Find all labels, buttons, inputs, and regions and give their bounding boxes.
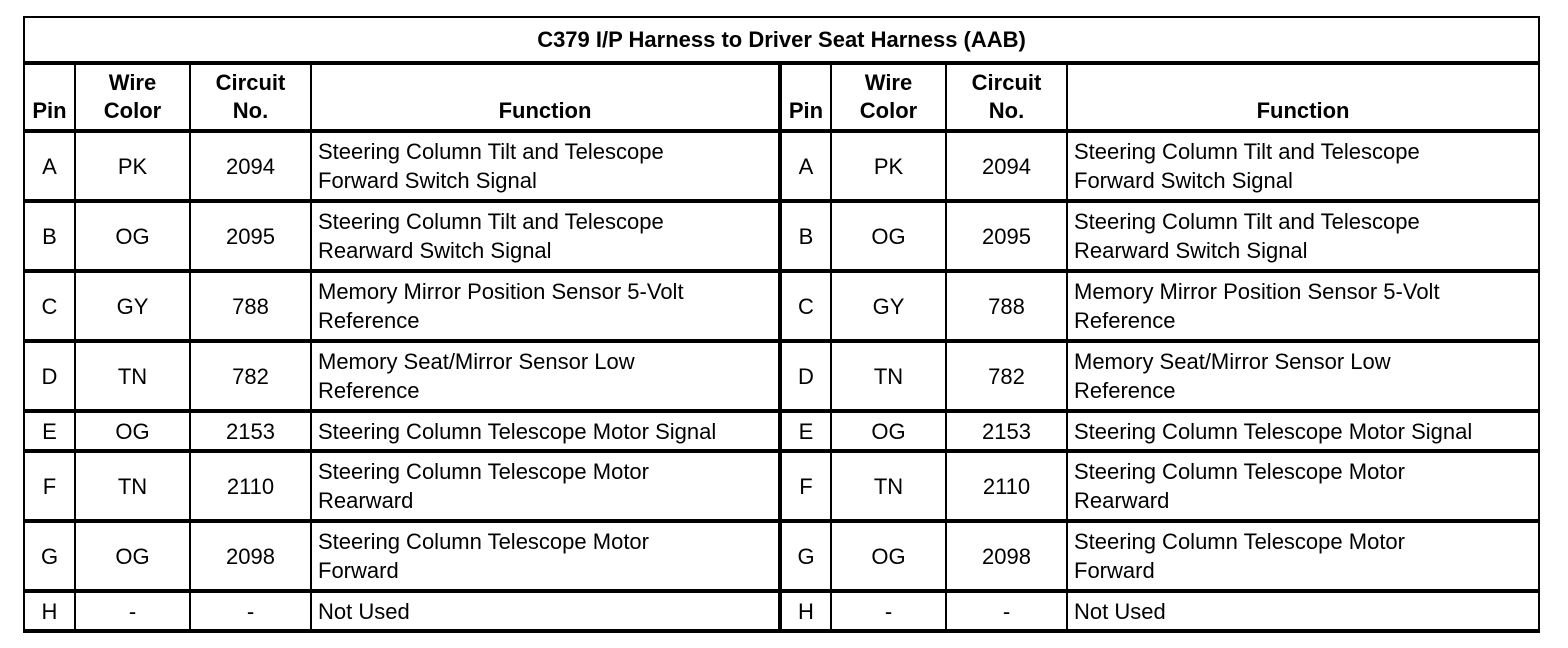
function-cell-right (1067, 131, 1539, 201)
wire-color-cell-right: TN (831, 341, 946, 411)
pin-cell-left: G (24, 521, 75, 591)
function-line-1: Not Used (318, 598, 410, 624)
wire-color-cell-left: OG (75, 521, 190, 591)
wire-color-cell-right: OG (831, 521, 946, 591)
function-cell-left (311, 591, 780, 631)
function-cell-left (311, 451, 780, 521)
function-line-2: Reference (318, 378, 420, 403)
pin-cell-left: F (24, 451, 75, 521)
function-cell-right (1067, 451, 1539, 521)
header-circuit-left: Circuit No. (190, 63, 311, 131)
circuit-cell-left: 782 (190, 341, 311, 411)
function-cell-right (1067, 201, 1539, 271)
function-line-1: Steering Column Telescope Motor Signal (318, 418, 717, 444)
function-line-2: Forward (1074, 558, 1155, 583)
circuit-cell-left: - (190, 591, 311, 631)
function-cell-left (311, 201, 780, 271)
pin-cell-left: E (24, 411, 75, 451)
function-line-2: Rearward (318, 488, 414, 513)
function-line-2: Forward Switch Signal (318, 168, 537, 193)
function-line-1: Steering Column Tilt and Telescope (318, 139, 664, 164)
pin-cell-right: D (780, 341, 831, 411)
header-circuit-right: Circuit No. (946, 63, 1067, 131)
wire-color-cell-left: OG (75, 201, 190, 271)
function-line-1: Steering Column Tilt and Telescope (1074, 209, 1420, 234)
wire-color-cell-left: OG (75, 411, 190, 451)
wire-color-cell-left: PK (75, 131, 190, 201)
function-line-2: Forward (318, 558, 399, 583)
circuit-cell-right: 788 (946, 271, 1067, 341)
pin-cell-right: G (780, 521, 831, 591)
pin-cell-right: E (780, 411, 831, 451)
function-cell-right (1067, 341, 1539, 411)
function-line-1: Memory Mirror Position Sensor 5-Volt (1074, 279, 1440, 304)
function-line-2: Rearward (1074, 488, 1170, 513)
wire-color-cell-right: OG (831, 411, 946, 451)
connector-pinout-table (23, 16, 1540, 633)
function-line-2: Reference (1074, 378, 1176, 403)
function-cell-right (1067, 271, 1539, 341)
function-cell-right (1067, 521, 1539, 591)
circuit-cell-right: - (946, 591, 1067, 631)
function-cell-left (311, 341, 780, 411)
function-line-1: Memory Mirror Position Sensor 5-Volt (318, 279, 684, 304)
header-wire-color-right: Wire Color (831, 63, 946, 131)
function-line-2: Reference (318, 308, 420, 333)
circuit-cell-right: 782 (946, 341, 1067, 411)
header-pin-right: Pin (780, 63, 831, 131)
circuit-cell-right: 2110 (946, 451, 1067, 521)
wire-color-cell-right: GY (831, 271, 946, 341)
wire-color-cell-right: PK (831, 131, 946, 201)
function-cell-left (311, 521, 780, 591)
wire-color-cell-left: GY (75, 271, 190, 341)
pin-cell-left: C (24, 271, 75, 341)
column-header-row (24, 63, 1539, 131)
function-cell-right (1067, 411, 1539, 451)
header-function-right: Function (1067, 63, 1539, 131)
circuit-cell-left: 2094 (190, 131, 311, 201)
function-line-1: Steering Column Telescope Motor Signal (1074, 418, 1473, 444)
circuit-cell-left: 2110 (190, 451, 311, 521)
table-body (24, 131, 1539, 631)
wire-color-cell-left: - (75, 591, 190, 631)
table-row (24, 521, 1539, 591)
circuit-cell-left: 788 (190, 271, 311, 341)
pin-cell-left: H (24, 591, 75, 631)
function-line-1: Steering Column Tilt and Telescope (1074, 139, 1420, 164)
function-cell-left (311, 131, 780, 201)
function-line-1: Steering Column Telescope Motor (318, 529, 649, 554)
function-line-2: Rearward Switch Signal (1074, 238, 1308, 263)
pin-cell-left: B (24, 201, 75, 271)
table-row (24, 201, 1539, 271)
wire-color-cell-right: - (831, 591, 946, 631)
pin-cell-right: F (780, 451, 831, 521)
wire-color-cell-left: TN (75, 451, 190, 521)
wire-color-cell-right: OG (831, 201, 946, 271)
header-wire-color-left: Wire Color (75, 63, 190, 131)
function-line-1: Memory Seat/Mirror Sensor Low (318, 349, 635, 374)
function-line-2: Rearward Switch Signal (318, 238, 552, 263)
circuit-cell-left: 2153 (190, 411, 311, 451)
pin-cell-right: C (780, 271, 831, 341)
function-cell-left (311, 271, 780, 341)
wire-color-cell-right: TN (831, 451, 946, 521)
circuit-cell-right: 2153 (946, 411, 1067, 451)
table-row (24, 271, 1539, 341)
function-cell-left (311, 411, 780, 451)
pin-cell-right: A (780, 131, 831, 201)
connector-table-container (23, 16, 1538, 633)
table-row (24, 131, 1539, 201)
table-title: C379 I/P Harness to Driver Seat Harness (AAB) (24, 17, 1539, 63)
circuit-cell-right: 2094 (946, 131, 1067, 201)
header-function-left: Function (311, 63, 780, 131)
wire-color-cell-left: TN (75, 341, 190, 411)
function-cell-right (1067, 591, 1539, 631)
circuit-cell-left: 2098 (190, 521, 311, 591)
pin-cell-left: A (24, 131, 75, 201)
function-line-1: Not Used (1074, 598, 1166, 624)
pin-cell-right: H (780, 591, 831, 631)
function-line-2: Forward Switch Signal (1074, 168, 1293, 193)
function-line-1: Steering Column Telescope Motor (1074, 459, 1405, 484)
circuit-cell-right: 2095 (946, 201, 1067, 271)
table-row (24, 341, 1539, 411)
pin-cell-right: B (780, 201, 831, 271)
table-row (24, 411, 1539, 451)
function-line-1: Steering Column Tilt and Telescope (318, 209, 664, 234)
function-line-2: Reference (1074, 308, 1176, 333)
circuit-cell-left: 2095 (190, 201, 311, 271)
table-row (24, 451, 1539, 521)
header-pin-left: Pin (24, 63, 75, 131)
function-line-1: Memory Seat/Mirror Sensor Low (1074, 349, 1391, 374)
table-row (24, 591, 1539, 631)
function-line-1: Steering Column Telescope Motor (1074, 529, 1405, 554)
circuit-cell-right: 2098 (946, 521, 1067, 591)
function-line-1: Steering Column Telescope Motor (318, 459, 649, 484)
pin-cell-left: D (24, 341, 75, 411)
